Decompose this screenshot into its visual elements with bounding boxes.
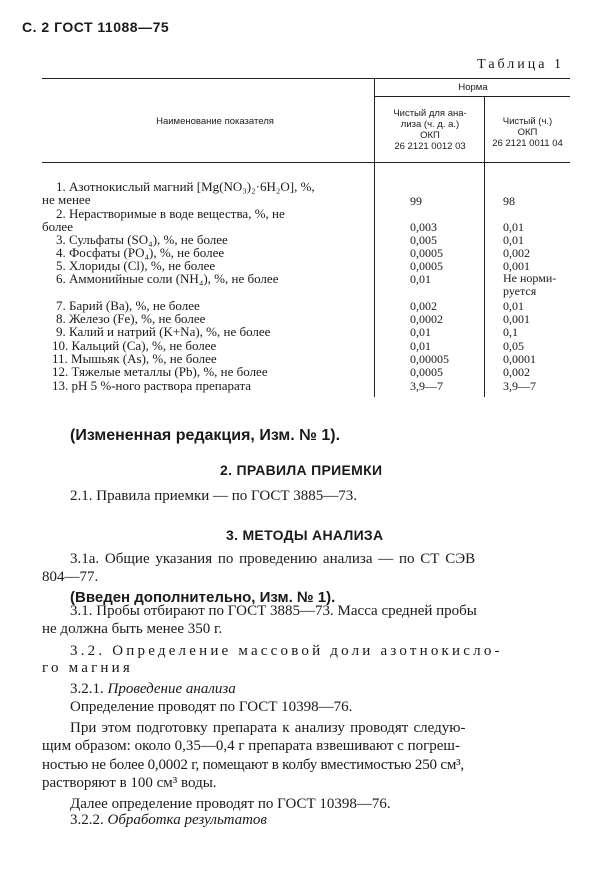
subsection-3-2-2 (70, 812, 267, 829)
cell-b: 0,01 (503, 220, 524, 234)
cell-b: 3,9—7 (503, 379, 536, 393)
cell-a: 0,01 (410, 325, 431, 339)
row-name: 10. Кальций (Ca), %, не более (52, 338, 217, 353)
page-header: С. 2 ГОСТ 11088—75 (22, 19, 170, 35)
col-a-line: 26 2121 0012 03 (394, 141, 466, 152)
row-name: 7. Барий (Ba), %, не более (56, 298, 200, 313)
cell-a: 0,002 (410, 299, 437, 313)
cell-b-line: Не норми- (503, 271, 557, 285)
col-b-line: ОКП (517, 127, 538, 138)
cell-a: 0,0005 (410, 246, 443, 260)
row-name: 2. Нерастворимые в воде вещества, %, не (56, 206, 285, 221)
col-name-header: Наименование показателя (156, 116, 274, 127)
paragraph-3-1-line2: не должна быть менее 350 г. (42, 621, 223, 637)
table-row (42, 325, 270, 338)
cell-b: 0,01 (503, 233, 524, 247)
section-2-title: 2. ПРАВИЛА ПРИЕМКИ (220, 462, 383, 478)
col-divider-1 (374, 78, 375, 397)
cell-b (503, 272, 556, 298)
table-top-rule (42, 78, 570, 79)
subsection-number: 3.2.1. (70, 681, 104, 697)
paragraph-3-1a-line2: 804—77. (42, 569, 99, 585)
cell-b: 0,05 (503, 339, 524, 353)
cell-a: 3,9—7 (410, 379, 443, 393)
paragraph-definition-2: Далее определение проводят по ГОСТ 10398—76. (70, 796, 391, 812)
subsection-title: Обработка результатов (107, 812, 267, 828)
cell-b: 0,01 (503, 299, 524, 313)
norm-divider (374, 96, 570, 97)
paragraph-prep-line1: При этом подготовку препарата к анализу проводят следую- (70, 720, 466, 736)
section-3-title: 3. МЕТОДЫ АНАЛИЗА (226, 527, 384, 543)
col-a-line: ОКП (420, 130, 440, 141)
row-name: 5. Хлориды (Cl), %, не более (56, 258, 216, 273)
row-name: 13. pH 5 %-ного раствора препарата (52, 378, 252, 393)
cell-a: 0,0002 (410, 312, 443, 326)
edited-note: (Измененная редакция, Изм. № 1). (70, 427, 341, 444)
table-header-rule (42, 162, 570, 163)
table-row (42, 272, 278, 285)
cell-a: 0,005 (410, 233, 437, 247)
paragraph-prep-line4: растворяют в 100 см³ воды. (42, 775, 217, 791)
cell-a: 99 (410, 194, 422, 208)
cell-a: 0,01 (410, 272, 431, 286)
paragraph-3-2-line1: 3.2. Определение массовой доли азотнокисло- (70, 643, 503, 659)
table-caption: Таблица 1 (477, 57, 564, 72)
row-name: 12. Тяжелые металлы (Pb), %, не более (52, 364, 268, 379)
cell-b: 0,002 (503, 365, 530, 379)
row-name-cont: не менее (42, 192, 91, 207)
cell-b: 98 (503, 194, 515, 208)
col-a-line: лиза (ч. д. а.) (400, 119, 460, 130)
table-row (42, 379, 251, 392)
paragraph-prep-line2: щим образом: около 0,35—0,4 г препарата взвешивают с погреш- (42, 738, 460, 754)
cell-b-line: руется (503, 284, 537, 298)
col-a-header (376, 108, 484, 152)
paragraph-3-1a-line1: 3.1а. Общие указания по проведению анализа — по СТ СЭВ (70, 551, 476, 567)
paragraph-2-1: 2.1. Правила приемки — по ГОСТ 3885—73. (70, 488, 358, 504)
cell-a: 0,00005 (410, 352, 449, 366)
cell-a: 0,0005 (410, 259, 443, 273)
subsection-number: 3.2.2. (70, 812, 104, 828)
row-name: 3. Сульфаты (SO₄), %, не более (56, 232, 228, 247)
table-row (42, 180, 315, 206)
cell-b: 0,002 (503, 246, 530, 260)
table-row (42, 207, 285, 233)
row-name: 1. Азотнокислый магний [Mg(NO₃)₂·6H₂O], %, (56, 179, 315, 194)
col-b-header (485, 116, 570, 149)
col-norm-header: Норма (458, 82, 488, 93)
cell-b: 0,001 (503, 312, 530, 326)
introduced-note: (Введен дополнительно, Изм. № 1). (70, 589, 336, 606)
table-row (42, 365, 268, 378)
cell-a: 0,01 (410, 339, 431, 353)
paragraph-prep-line3: ностью не более 0,0002 г, помещают в колбу вместимостью 250 см³, (42, 757, 464, 773)
row-name: 9. Калий и натрий (K+Na), %, не более (56, 324, 271, 339)
row-name: 11. Мышьяк (As), %, не более (52, 351, 217, 366)
row-name: 6. Аммонийные соли (NH₄), %, не более (56, 271, 279, 286)
cell-a: 0,003 (410, 220, 437, 234)
paragraph-3-2-line2: го магния (42, 660, 133, 676)
cell-b: 0,001 (503, 259, 530, 273)
row-name-cont: более (42, 219, 73, 234)
subsection-3-2-1 (70, 681, 236, 698)
subsection-title: Проведение анализа (107, 681, 236, 697)
row-name: 8. Железо (Fe), %, не более (56, 311, 206, 326)
cell-b: 0,1 (503, 325, 518, 339)
paragraph-definition-1: Определение проводят по ГОСТ 10398—76. (70, 699, 353, 715)
col-b-line: Чистый (ч.) (502, 116, 553, 127)
col-a-line: Чистый для ана- (393, 108, 467, 119)
cell-b: 0,0001 (503, 352, 536, 366)
paragraph-3-1-line1: 3.1. Пробы отбирают по ГОСТ 3885—73. Масса средней пробы (70, 603, 477, 619)
col-b-line: 26 2121 0011 04 (492, 138, 563, 149)
row-name: 4. Фосфаты (PO₄), %, не более (56, 245, 225, 260)
cell-a: 0,0005 (410, 365, 443, 379)
